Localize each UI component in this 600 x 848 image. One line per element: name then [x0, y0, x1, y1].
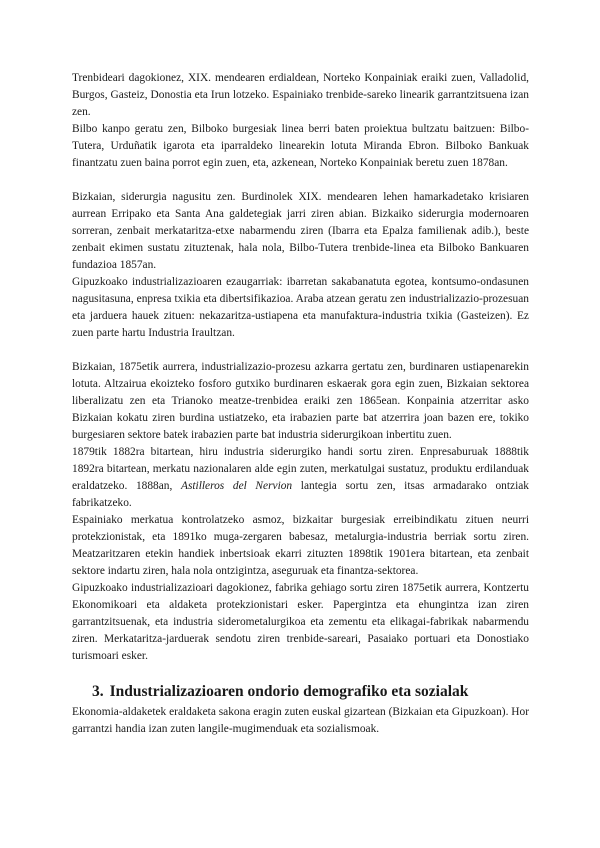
paragraph-gipuzkoa-industry: Gipuzkoako industrializazioari dagokionez, fabrika gehiago sortu ziren 1875etik aurrera, Kontzertu Ekonomikoari eta aldaketa protekzionistari esker. Papergintza eta ehungintza izan ziren garrantzitsuenak, eta industria siderometalurgikoa eta zementu eta elikagai-fabrikak nabarmendu ziren. Merkataritza-jarduerak sendotu ziren trenbide-sareari, Pasaiako portuari eta Donostiako turismoari esker. [72, 582, 529, 662]
paragraph-bilbao-line: Bilbo kanpo geratu zen, Bilboko burgesiak linea berri baten proiektua bultzatu baitzuen: Bilbo-Tutera, Urduñatik igarota eta iparraldeko linearekin lotuta Miranda Ebron. Bilboko Bankuak finantzatu zuen baina porrot egin zuen, eta, azkenean, Norteko Konpainiak beretu zuen 1878an. [72, 123, 529, 169]
shipyard-name: Astilleros del Nervion [181, 480, 293, 492]
paragraph-steel-text: 1879tik 1882ra bitartean, hiru industria siderurgiko handi sortu ziren. Enpresaburuak 1888tik 1892ra bitartean, merkatu nazionalaren alde egin zuten, merkatulgai sustatuz, produktu erdilanduak eraldatzeko. 1888an, [72, 446, 529, 492]
section-number: 3. [92, 683, 104, 700]
paragraph-protectionism: Espainiako merkatua kontrolatzeko asmoz, bizkaitar burgesiak erreibindikatu zituen neurri protekzionistak, eta 1891ko muga-zergaren babesaz, metalurgia-industria berriak sortu ziren. Meatzaritzaren etekin handiek inbertsioak ekarri zituzten 1898tik 1901era bitartean, eta zenbait sektore indartu ziren, hala nola ontzigintza, aseguruak eta finantza-sektorea. [72, 514, 529, 577]
paragraph-section-intro: Ekonomia-aldaketek eraldaketa sakona eragin zuten euskal gizartean (Bizkaian eta Gipuzkoan). Hor garrantzi handia izan zuten langile-mugimenduak eta sozialismoak. [72, 706, 529, 735]
section-title: Industrializazioaren ondorio demografiko eta sozialak [109, 683, 469, 700]
section-heading [92, 682, 529, 702]
paragraph-gipuzkoa-traits: Gipuzkoako industrializazioaren ezaugarriak: ibarretan sakabanatuta egotea, kontsumo-ondasunen nagusitasuna, enpresa txikia eta dibertsifikazioa. Araba atzean geratu zen industrializazio-prozesuan eta jarduera hauek zituen: nekazaritza-ustiapena eta manufaktura-industria txikia (Gasteizen). Ez zuen parte hartu Industria Iraultzan. [72, 276, 529, 339]
document-page [72, 70, 529, 738]
paragraph-bizkaia-1875: Bizkaian, 1875etik aurrera, industrializazio-prozesu azkarra gertatu zen, burdinaren ustiapenarekin lotuta. Altzairua ekoizteko fosforo gutxiko burdinaren eskaerak gora egin zuen, Bizkaian sektorea liberalizatu zen eta Trianoko meatze-trenbidea eraiki zen 1865ean. Konpainia atzerritar asko Bizkaian kokatu ziren burdina ustiatzeko, eta irabazien parte bat atzerrira joan bazen ere, tokiko burgesiaren sektore batek irabazien parte bat industria siderurgikoan inbertitu zuen. [72, 361, 529, 441]
paragraph-siderurgy: Bizkaian, siderurgia nagusitu zen. Burdinolek XIX. mendearen lehen hamarkadetako krisiaren aurrean Erripako eta Santa Ana galdetegiak jarri ziren abian. Bizkaiko siderurgia modernoaren sorreran, zenbait merkataritza-etxe nabarmendu ziren (Ibarra eta Epalza familienak adib.), beste zenbait ekimen sustatu zituztenak, hala nola, Bilbo-Tutera trenbide-linea eta Bilboko Bankuaren fundazioa 1857an. [72, 191, 529, 271]
paragraph-railways: Trenbideari dagokionez, XIX. mendearen erdialdean, Norteko Konpainiak eraiki zuen, Valladolid, Burgos, Gasteiz, Donostia eta Irun lotzeko. Espainiako trenbide-sareko linearik garrantzitsuena izan zen. [72, 72, 529, 118]
paragraph-steel-tail: lantegia sortu zen, itsas armadarako ontziak fabrikatzeko. [72, 480, 529, 509]
paragraph-steel-companies [72, 444, 529, 512]
